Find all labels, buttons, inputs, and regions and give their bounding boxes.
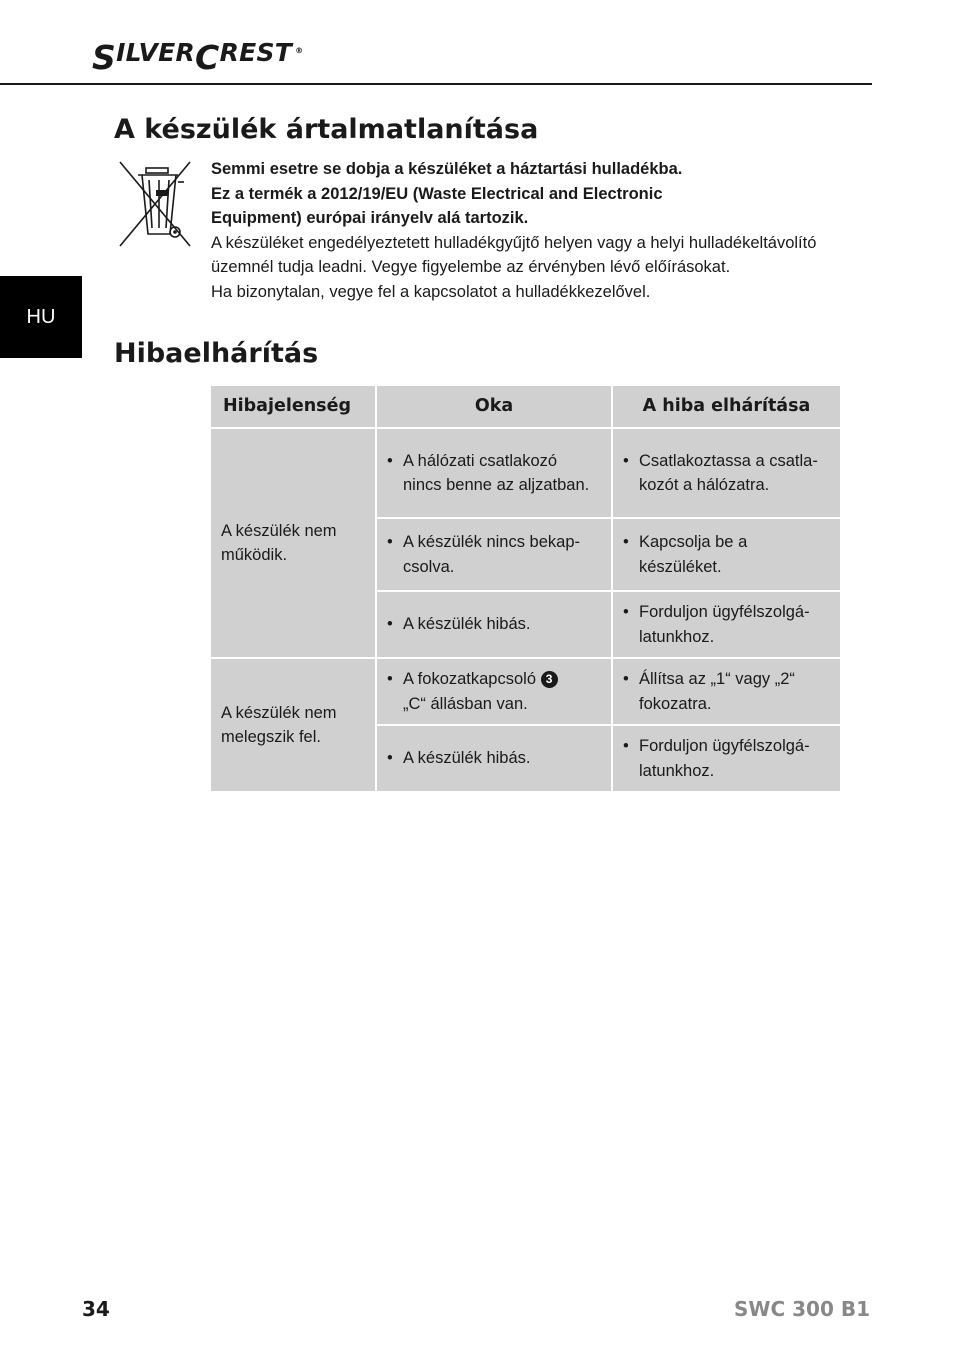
- table-header-row: [211, 386, 840, 428]
- symptom-line: működik.: [221, 546, 288, 564]
- fix-cell: • Csatlakoztassa a csatla- kozót a hálózatra.: [612, 428, 840, 518]
- disposal-text: [211, 157, 851, 304]
- column-header-cause: Oka: [376, 386, 612, 428]
- troubleshooting-table: [211, 386, 840, 793]
- fix-line: latunkhoz.: [639, 627, 715, 646]
- table-row: [211, 428, 840, 518]
- model-name: SWC 300 B1: [734, 1297, 870, 1321]
- cause-line-text: A fokozatkapcsoló: [403, 670, 536, 688]
- header-divider: [0, 83, 872, 85]
- fix-line: Kapcsolja be a: [639, 533, 748, 551]
- fix-cell: • Forduljon ügyfélszolgá- latunkhoz.: [612, 725, 840, 792]
- disposal-bold-line: Equipment) európai irányelv alá tartozik.: [211, 209, 529, 227]
- disposal-line: A készüléket engedélyeztetett hulladékgyűjtő helyen vagy a helyi hulladékeltávolító: [211, 233, 817, 252]
- cause-cell: • A fokozatkapcsoló 3 „C“ állásban van.: [376, 658, 612, 725]
- crossed-out-wheelie-bin-icon: [118, 160, 192, 248]
- logo-letter: S: [92, 38, 117, 77]
- symptom-cell: [211, 658, 376, 792]
- registered-mark: ®: [295, 46, 304, 55]
- fix-cell: • Forduljon ügyfélszolgá- latunkhoz.: [612, 591, 840, 658]
- cause-cell: • A hálózati csatlakozó nincs benne az aljzatban.: [376, 428, 612, 518]
- cause-cell: • A készülék nincs bekap- csolva.: [376, 518, 612, 591]
- logo-text: REST: [219, 38, 293, 67]
- column-header-fix: A hiba elhárítása: [612, 386, 840, 428]
- disposal-line: üzemnél tudja leadni. Vegye figyelembe az érvényben lévő előírásokat.: [211, 258, 731, 276]
- cause-line: A készülék hibás.: [403, 615, 531, 634]
- column-header-symptom: Hibajelenség: [211, 386, 376, 428]
- part-number-badge: 3: [541, 671, 558, 688]
- cause-line: „C“ állásban van.: [403, 694, 528, 713]
- cause-line: csolva.: [403, 557, 455, 576]
- fix-cell: • Állítsa az „1“ vagy „2“ fokozatra.: [612, 658, 840, 725]
- fix-line: latunkhoz.: [639, 761, 715, 780]
- fix-line: Csatlakoztassa a csatla-: [639, 451, 818, 470]
- troubleshooting-heading: Hibaelhárítás: [114, 338, 319, 369]
- fix-line: készüléket.: [639, 557, 722, 576]
- language-tab: [0, 276, 82, 358]
- disposal-bold-line: Ez a termék a 2012/19/EU (Waste Electrical and Electronic: [211, 184, 663, 203]
- cause-cell: • A készülék hibás.: [376, 725, 612, 792]
- symptom-line: A készülék nem: [221, 703, 337, 722]
- cause-line: A készülék nincs bekap-: [403, 533, 581, 551]
- fix-line: Forduljon ügyfélszolgá-: [639, 737, 810, 755]
- symptom-line: melegszik fel.: [221, 728, 321, 746]
- symptom-cell: [211, 428, 376, 658]
- cause-line: [403, 667, 558, 692]
- fix-line: Forduljon ügyfélszolgá-: [639, 603, 810, 621]
- table-row: [211, 658, 840, 725]
- cause-line: nincs benne az aljzatban.: [403, 476, 590, 494]
- cause-cell: • A készülék hibás.: [376, 591, 612, 658]
- disposal-heading: A készülék ártalmatlanítása: [114, 114, 539, 145]
- cause-line: A készülék hibás.: [403, 749, 531, 768]
- logo-letter: C: [195, 38, 220, 77]
- fix-line: fokozatra.: [639, 694, 712, 713]
- logo-text: ILVER: [116, 38, 196, 67]
- symptom-line: A készülék nem: [221, 521, 337, 540]
- disposal-bold-line: Semmi esetre se dobja a készüléket a háztartási hulladékba.: [211, 160, 683, 178]
- page-number: 34: [82, 1297, 110, 1321]
- fix-line: Állítsa az „1“ vagy „2“: [639, 670, 795, 688]
- fix-line: kozót a hálózatra.: [639, 476, 770, 494]
- brand-logo: [92, 38, 303, 77]
- fix-cell: • Kapcsolja be a készüléket.: [612, 518, 840, 591]
- language-code: HU: [26, 305, 56, 328]
- cause-line: A hálózati csatlakozó: [403, 451, 558, 470]
- disposal-line: Ha bizonytalan, vegye fel a kapcsolatot a hulladékkezelővel.: [211, 282, 651, 301]
